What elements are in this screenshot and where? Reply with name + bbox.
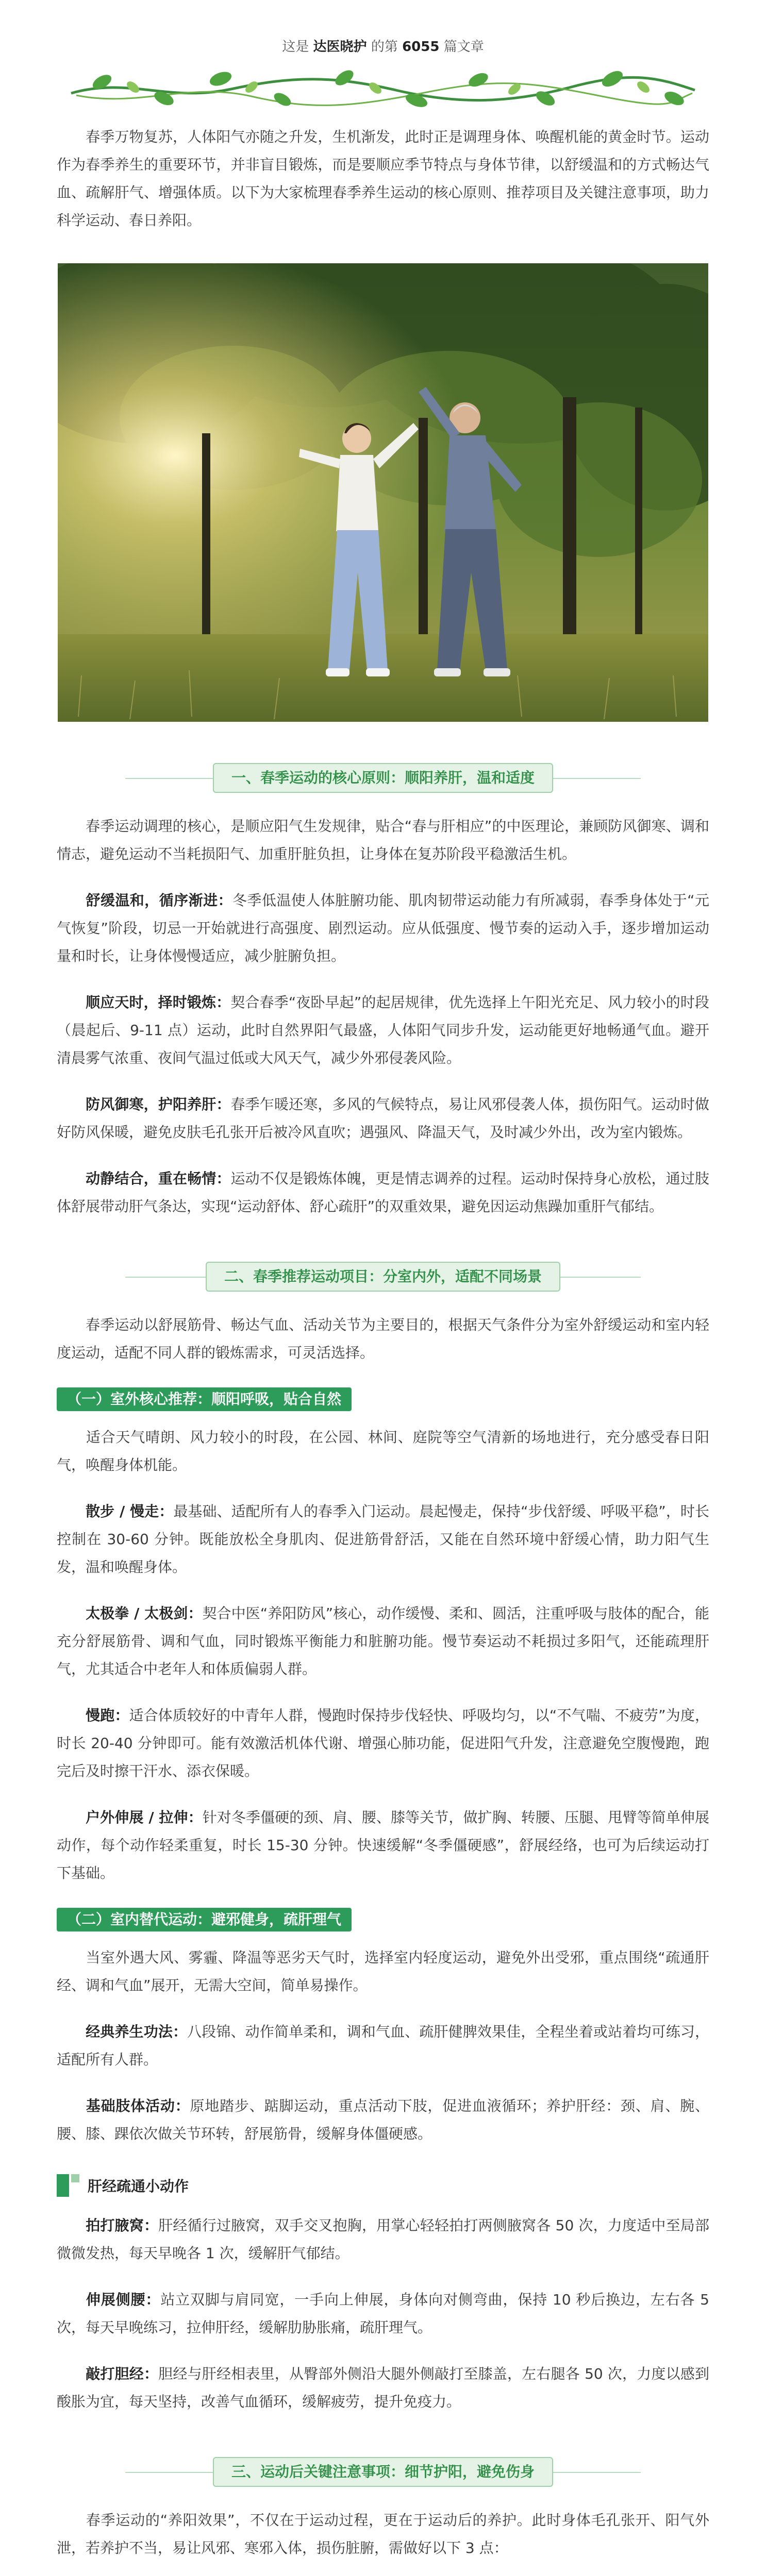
section-3-heading bbox=[125, 2457, 641, 2488]
principle-item: 舒缓温和，循序渐进：冬季低温使人体脏腑功能、肌肉韧带运动能力有所减弱，春季身体处于“元气恢复”阶段，切忌一开始就进行高强度、剧烈运动。应从低强度、慢节奏的运动入手，逐步增加运动量和时长，让身体慢慢适应，减少脏腑负担。 bbox=[57, 892, 709, 964]
brand-name: 达医晓护 bbox=[313, 39, 367, 55]
outdoor-tag: （一）室外核心推荐：顺阳呼吸，贴合自然 bbox=[57, 1387, 352, 1411]
section-3-title: 三、运动后关键注意事项：细节护阳，避免伤身 bbox=[213, 2457, 553, 2487]
section-3-intro: 春季运动的“养阳效果”，不仅在于运动过程，更在于运动后的养护。此时身体毛孔张开、阳气外泄，若养护不当，易让风邪、寒邪入体，损伤脏腑，需做好以下 3 点： bbox=[57, 2512, 709, 2556]
indoor-intro: 当室外遇大风、雾霾、降温等恶劣天气时，选择室内轻度运动，避免外出受邪，重点围绕“疏通肝经、调和气血”展开，无需大空间，简单易操作。 bbox=[57, 1949, 709, 1994]
counter-prefix: 这是 bbox=[282, 39, 309, 55]
outdoor-item: 户外伸展 / 拉伸：针对冬季僵硬的颈、肩、腰、膝等关节，做扩胸、转腰、压腿、甩臂等简单伸展动作，每个动作轻柔重复，时长 15-30 分钟。快速缓解“冬季僵硬感”，舒展经络，也可为后续运动打下基础。 bbox=[57, 1809, 709, 1882]
counter-suffix: 篇文章 bbox=[443, 39, 484, 55]
section-2-intro: 春季运动以舒展筋骨、畅达气血、活动关节为主要目的，根据天气条件分为室外舒缓运动和室内轻度运动，适配不同人群的锻炼需求，可灵活选择。 bbox=[57, 1316, 709, 1361]
intro-paragraph bbox=[0, 113, 766, 234]
indoor-tag: （二）室内替代运动：避邪健身，疏肝理气 bbox=[57, 1908, 352, 1931]
outdoor-item: 散步 / 慢走：最基础、适配所有人的春季入门运动。晨起慢走，保持“步伐舒缓、呼吸平稳”，时长控制在 30-60 分钟。既能放松全身肌肉、促进筋骨舒活，又能在自然环境中舒缓心情，助力阳气生发，温和唤醒身体。 bbox=[57, 1503, 709, 1575]
vine-divider-icon bbox=[66, 66, 700, 108]
intro-text: 春季万物复苏，人体阳气亦随之升发，生机渐发，此时正是调理身体、唤醒机能的黄金时节。运动作为春季养生的重要环节，并非盲目锻炼，而是要顺应季节特点与身体节律，以舒缓温和的方式畅达气血、疏解肝气、增强体质。以下为大家梳理春季养生运动的核心原则、推荐项目及关键注意事项，助力科学运动、春日养阳。 bbox=[57, 128, 709, 229]
principle-item: 防风御寒，护阳养肝：春季乍暖还寒，多风的气候特点，易让风邪侵袭人体，损伤阳气。运动时做好防风保暖，避免皮肤毛孔张开后被冷风直吹；遇强风、降温天气，及时减少外出，改为室内锻炼。 bbox=[57, 1096, 709, 1141]
indoor-item: 经典养生功法：八段锦、动作简单柔和，调和气血、疏肝健脾效果佳，全程坐着或站着均可练习，适配所有人群。 bbox=[57, 2023, 709, 2068]
couple-exercising-outdoors-photo bbox=[58, 263, 708, 722]
principle-item: 动静结合，重在畅情：运动不仅是锻炼体魄，更是情志调养的过程。运动时保持身心放松，通过肢体舒展带动肝气条达，实现“运动舒体、舒心疏肝”的双重效果，避免因运动焦躁加重肝气郁结。 bbox=[57, 1170, 709, 1215]
mini-exercise-item: 伸展侧腰：站立双脚与肩同宽，一手向上伸展，身体向对侧弯曲，保持 10 秒后换边，左右各 5 次，每天早晚练习，拉伸肝经，缓解肋胁胀痛，疏肝理气。 bbox=[57, 2291, 709, 2336]
principle-item: 顺应天时，择时锻炼：契合春季“夜卧早起”的起居规律，优先选择上午阳光充足、风力较小的时段（晨起后、9-11 点）运动，此时自然界阳气最盛，人体阳气同步升发，运动能更好地畅通气血。避开清晨雾气浓重、夜间气温过低或大风天气，减少外邪侵袭风险。 bbox=[57, 994, 709, 1066]
heading-marker-icon bbox=[57, 2174, 69, 2197]
outdoor-intro: 适合天气晴朗、风力较小的时段，在公园、林间、庭院等空气清新的场地进行，充分感受春日阳气，唤醒身体机能。 bbox=[57, 1429, 709, 1473]
indoor-item: 基础肢体活动：原地踏步、踮脚运动，重点活动下肢，促进血液循环；养护肝经：颈、肩、腕、腰、膝、踝依次做关节环转，舒展筋骨，缓解身体僵硬感。 bbox=[57, 2097, 709, 2142]
outdoor-item: 太极拳 / 太极剑：契合中医“养阳防风”核心，动作缓慢、柔和、圆活，注重呼吸与肢体的配合，能充分舒展筋骨、调和气血，同时锻炼平衡能力和脏腑功能。慢节奏运动不耗损过多阳气，还能疏理肝气，尤其适合中老年人和体质偏弱人群。 bbox=[57, 1605, 709, 1677]
section-1-title: 一、春季运动的核心原则：顺阳养肝，温和适度 bbox=[213, 763, 553, 793]
section-1-heading bbox=[125, 763, 641, 794]
section-2-title: 二、春季推荐运动项目：分室内外，适配不同场景 bbox=[206, 1262, 560, 1292]
article-number: 6055 bbox=[402, 39, 440, 55]
mini-exercise-item: 敲打胆经：胆经与肝经相表里，从臀部外侧沿大腿外侧敲打至膝盖，左右腿各 50 次，力度以感到酸胀为宜，每天坚持，改善气血循环，缓解疲劳，提升免疫力。 bbox=[57, 2365, 709, 2410]
section-1-intro: 春季运动调理的核心，是顺应阳气生发规律，贴合“春与肝相应”的中医理论，兼顾防风御寒、调和情志，避免运动不当耗损阳气、加重肝脏负担，让身体在复苏阶段平稳激活生机。 bbox=[57, 818, 709, 862]
heading-marker-accent-icon bbox=[71, 2174, 79, 2182]
article-counter bbox=[0, 0, 766, 55]
counter-middle: 的第 bbox=[371, 39, 398, 55]
section-2-heading bbox=[125, 1262, 641, 1293]
outdoor-item: 慢跑：适合体质较好的中青年人群，慢跑时保持步伐轻快、呼吸均匀，以“不气喘、不疲劳”为度，时长 20-40 分钟即可。能有效激活机体代谢、增强心肺功能，促进阳气升发，注意避免空腹慢跑，跑完后及时擦干汗水、添衣保暖。 bbox=[57, 1707, 709, 1780]
liver-meridian-subheading: 肝经疏通小动作 bbox=[57, 2172, 766, 2199]
mini-exercise-item: 拍打腋窝：肝经循行过腋窝，双手交叉抱胸，用掌心轻轻拍打两侧腋窝各 50 次，力度适中至局部微微发热，每天早晚各 1 次，缓解肝气郁结。 bbox=[57, 2217, 709, 2262]
